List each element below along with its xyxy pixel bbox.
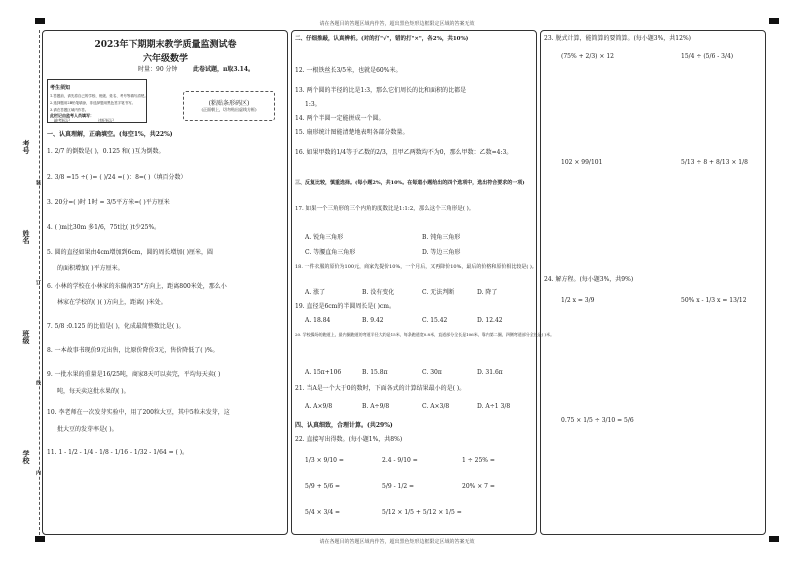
notes-label: 考生须知 bbox=[50, 85, 71, 91]
answer-panel-2 bbox=[291, 30, 555, 535]
q7: 7. 5/8 :0.125 的比值是( )，化成最简整数比是( )。 bbox=[47, 323, 185, 330]
q19-d[interactable]: D. 12.42 bbox=[477, 317, 503, 324]
q9b: 吨，每天卖这批水果的( )。 bbox=[57, 388, 130, 395]
q22-1: 1/3 × 9/10 = bbox=[305, 457, 344, 464]
q20: 20. 学校操场的跑道上，最内圈跑道的弯道半径大约是15米，每条跑道宽0.8米，直道部分全长是106米，靠内第二圈，四侧弯道部分全长是( )米。 bbox=[295, 332, 555, 337]
q15: 15. 扇形统计图能清楚地表明各部分数量。 bbox=[295, 129, 409, 136]
answer-panel-3 bbox=[540, 30, 766, 535]
q20-a[interactable]: A. 15π+106 bbox=[305, 369, 342, 376]
q21-b[interactable]: B. A÷9/8 bbox=[362, 403, 390, 410]
section-2-title: 二、仔细推敲，认真辨析。(对的打"√"，错的打"×"，各2%，共10%) bbox=[295, 36, 469, 42]
q21-c[interactable]: C. A×3/8 bbox=[422, 403, 450, 410]
cut-word-1: 装 bbox=[35, 180, 41, 185]
note-1: 1.答题前，请先将自己的学校、班级、姓名、考号等填写清楚。 bbox=[50, 94, 148, 98]
candidate-notes-box bbox=[47, 79, 147, 123]
exam-subject: 六年级数学 bbox=[142, 54, 188, 64]
q21-a[interactable]: A. A×9/8 bbox=[305, 403, 333, 410]
exam-time: 时量：90 分钟 bbox=[138, 66, 178, 73]
q5: 5. 圆的直径如果由4cm增加到6cm，圆的周长增加( )厘米，圆 bbox=[47, 249, 213, 256]
q22-6: 20% × 7 = bbox=[462, 483, 495, 490]
q17-b[interactable]: B. 钝角三角形 bbox=[422, 234, 461, 241]
q19: 19. 直径是6cm的半圆周长是( )cm。 bbox=[295, 303, 395, 310]
cut-word-3: 线 bbox=[35, 380, 41, 385]
q6b: 林家在学校的( )( )方向上，距离( )米处。 bbox=[57, 299, 167, 306]
q17-a[interactable]: A. 锐角三角形 bbox=[305, 234, 344, 241]
side-label-id: 考号 bbox=[22, 140, 30, 154]
side-label-class: 班级 bbox=[22, 330, 30, 344]
section-3-title: 三、反复比较，慎重选择。(每小题2%，共10%。在每道小题给出的四个选项中，选出符合要求的一项) bbox=[295, 180, 525, 186]
q11: 11. 1 - 1/2 - 1/4 - 1/8 - 1/16 - 1/32 - 1/64 = ( )。 bbox=[47, 449, 189, 456]
q8: 8. 一本故事书现价9元出售，比原价降价3元，售价降低了( )%。 bbox=[47, 347, 219, 354]
q22-5: 5/9 - 1/2 = bbox=[382, 483, 415, 490]
answer-panel-1 bbox=[42, 30, 288, 535]
side-label-name: 姓名 bbox=[22, 230, 30, 244]
q13: 13. 两个圆的半径的比是1:3，那么它们周长的比和面积的比都是 bbox=[295, 87, 467, 94]
absent-item-2[interactable]: 违纪标记 bbox=[98, 118, 114, 123]
q17-d[interactable]: D. 等边三角形 bbox=[422, 249, 461, 256]
note-2: 2.选择题用2B铅笔填涂，非选择题用黑色签字笔书写。 bbox=[50, 101, 136, 105]
q18-b[interactable]: B. 没有变化 bbox=[362, 289, 395, 296]
q22-2: 2.4 - 9/10 = bbox=[382, 457, 418, 464]
absent-item-1[interactable]: 缺考标记 bbox=[54, 118, 70, 123]
section-1-title: 一、认真理解，正确填空。(每空1%，共22%) bbox=[47, 131, 173, 138]
cut-word-4: 内 bbox=[35, 470, 41, 475]
note-3: 3.请在答题区域内作答。 bbox=[50, 108, 89, 112]
q19-a[interactable]: A. 18.84 bbox=[305, 317, 331, 324]
q22-7: 5/4 × 3/4 = bbox=[305, 509, 341, 516]
section-4-title: 四、认真细致，合理计算。(共29%) bbox=[295, 422, 393, 429]
q20-d[interactable]: D. 31.6π bbox=[477, 369, 503, 376]
q20-b[interactable]: B. 15.8π bbox=[362, 369, 388, 376]
q16: 16. 如果甲数的1/4等于乙数的2/3，且甲乙两数均不为0，那么甲数：乙数=4:3。 bbox=[295, 149, 513, 156]
exam-note: 此卷试题，π取3.14。 bbox=[193, 66, 255, 73]
q22: 22. 直接写出得数。(每小题1%，共8%) bbox=[295, 436, 403, 443]
q2: 2. 3/8 =15 ÷( )= ( )/24 =( )：8=( )（填百分数） bbox=[47, 174, 187, 181]
binding-strip bbox=[9, 30, 39, 535]
notice-bottom: 请在各题目的答题区域内作答，超出黑色矩形边框限定区域的答案无效 bbox=[319, 539, 475, 545]
q23-4: 5/13 ÷ 8 + 8/13 × 1/8 bbox=[681, 159, 748, 166]
side-label-school: 学校 bbox=[22, 450, 30, 464]
q22-8: 5/12 × 1/5 + 5/12 × 1/5 = bbox=[382, 509, 462, 516]
q20-c[interactable]: C. 30π bbox=[422, 369, 442, 376]
q19-b[interactable]: B. 9.42 bbox=[362, 317, 384, 324]
q3: 3. 20分=( )时 1时 = 3/5平方米=( )平方厘米 bbox=[47, 199, 170, 206]
barcode-hint: (正面朝上，切勿贴出虚线方框) bbox=[201, 107, 257, 112]
q24-1: 1/2 x = 3/9 bbox=[561, 297, 595, 304]
absent-label: 此栏记由监考人员填写： bbox=[50, 113, 94, 118]
q9: 9. 一批水果的重量是16/25吨，商家8天可以卖完，平均每天卖( ) bbox=[47, 371, 221, 378]
q21: 21. 当A是一个大于0的数时，下面各式的计算结果最小的是( )。 bbox=[295, 385, 466, 392]
q23-1: (75% + 2/3) × 12 bbox=[561, 53, 614, 60]
q23-2: 15/4 ÷ (5/6 - 3/4) bbox=[681, 53, 734, 60]
cut-word-2: 订 bbox=[35, 280, 41, 285]
notice-top: 请在各题目的答题区域内作答，超出黑色矩形边框限定区域的答案无效 bbox=[319, 21, 475, 27]
q10b: 批大豆的发芽率是( )。 bbox=[57, 426, 118, 433]
q14: 14. 两个半圆一定能拼成一个圆。 bbox=[295, 115, 385, 122]
q24-3: 0.75 × 1/5 ÷ 3/10 = 5/6 bbox=[561, 417, 634, 424]
q18: 18. 一件衣服的原价为100元，商家先提价10%，一个月后，又再降价10%，最后的价格和原价相比较是( )。 bbox=[295, 264, 537, 270]
q10: 10. 李老师在一次发芽实验中，用了200粒大豆，其中5粒未发芽，这 bbox=[47, 409, 230, 416]
q17-c[interactable]: C. 等腰直角三角形 bbox=[305, 249, 356, 256]
q19-c[interactable]: C. 15.42 bbox=[422, 317, 448, 324]
barcode-label: (粘贴条形码区) bbox=[208, 100, 250, 107]
q24-2: 50% x - 1/3 x = 13/12 bbox=[681, 297, 747, 304]
q12: 12. 一根铁丝长3/5米，也就是60%米。 bbox=[295, 67, 402, 74]
exam-title: 2023年下期期末教学质量监测试卷 bbox=[94, 40, 237, 50]
q13b: 1:3。 bbox=[305, 101, 321, 108]
q22-3: 1 ÷ 25% = bbox=[462, 457, 495, 464]
q17: 17. 如果一个三角形的三个内角的度数比是1:1:2，那么这个三角形是( )。 bbox=[295, 206, 475, 212]
q23: 23. 脱式计算，能简算的要简算。(每小题3%，共12%) bbox=[544, 35, 691, 42]
q18-a[interactable]: A. 涨了 bbox=[305, 289, 326, 296]
barcode-area bbox=[183, 91, 275, 121]
q22-4: 5/9 + 5/6 = bbox=[305, 483, 341, 490]
q21-d[interactable]: D. A÷1 3/8 bbox=[477, 403, 511, 410]
q18-c[interactable]: C. 无法判断 bbox=[422, 289, 455, 296]
q24: 24. 解方程。(每小题3%，共9%) bbox=[544, 276, 634, 283]
q18-d[interactable]: D. 降了 bbox=[477, 289, 498, 296]
q1: 1. 2/7 的倒数是( )，0.125 和( )互为倒数。 bbox=[47, 148, 165, 155]
q23-3: 102 × 99/101 bbox=[561, 159, 603, 166]
q5b: 的面积增加( )平方厘米。 bbox=[57, 265, 124, 272]
q6: 6. 小林的学校在小林家的东偏南35°方向上，距离800米处，那么小 bbox=[47, 283, 227, 290]
q4: 4. ( )m比30m 多1/6，75t比( )t少25%。 bbox=[47, 224, 161, 231]
